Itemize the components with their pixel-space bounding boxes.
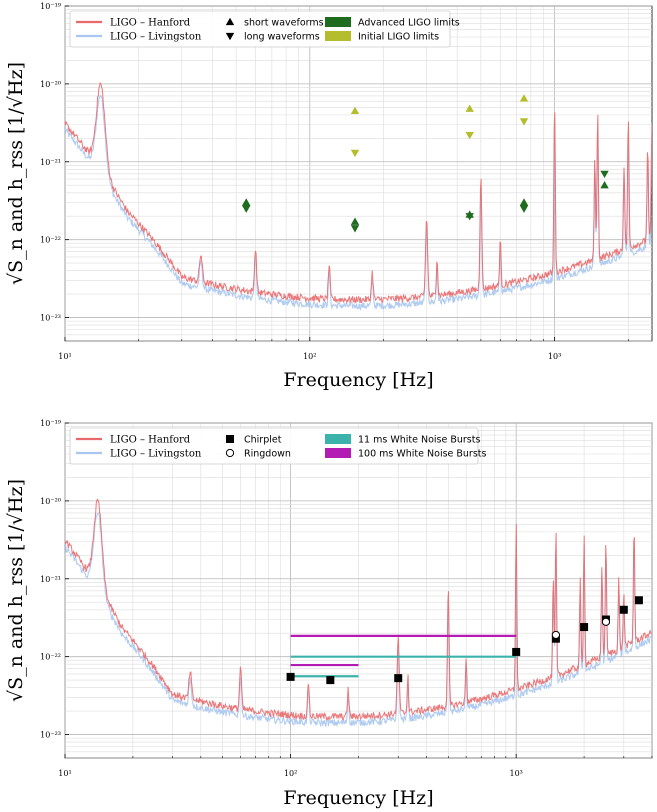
y-tick-label: 10⁻²¹ <box>40 574 61 584</box>
legend-series-label: LIGO – Livingston <box>110 448 202 460</box>
legend-color-swatch <box>325 434 351 444</box>
y-tick-label: 10⁻²⁰ <box>40 79 61 89</box>
top-panel <box>5 2 652 391</box>
legend-marker-label: Chirplet <box>244 434 282 446</box>
legend-color-swatch <box>325 31 351 41</box>
legend-marker-label: Ringdown <box>244 448 291 460</box>
x-tick-label: 10³ <box>547 352 562 361</box>
x-tick-label: 10¹ <box>58 769 72 778</box>
x-axis-label-bottom: Frequency [Hz] <box>283 787 434 809</box>
bottom-panel <box>5 419 652 809</box>
chirplet-marker <box>635 596 643 604</box>
y-axis-label-top: √S_n and h_rss [1/√Hz] <box>5 61 27 286</box>
chirplet-marker <box>394 674 402 682</box>
legend-color-swatch <box>325 448 351 458</box>
x-tick-label: 10¹ <box>58 352 72 361</box>
x-tick-label: 10² <box>303 352 317 361</box>
legend-color-swatch <box>325 17 351 27</box>
legend-series-label: LIGO – Livingston <box>110 31 202 43</box>
legend-marker-swatch <box>226 435 234 443</box>
x-tick-label: 10² <box>283 769 298 778</box>
ringdown-marker <box>602 618 609 625</box>
ringdown-marker <box>552 631 559 638</box>
y-tick-label: 10⁻¹⁹ <box>40 2 61 11</box>
y-tick-label: 10⁻¹⁹ <box>40 419 61 428</box>
y-tick-label: 10⁻²² <box>40 652 61 662</box>
y-tick-label: 10⁻²² <box>40 235 61 245</box>
chirplet-marker <box>580 623 588 631</box>
chirplet-marker <box>326 676 334 684</box>
chirplet-marker <box>287 673 295 681</box>
y-tick-label: 10⁻²³ <box>40 730 61 740</box>
x-axis-label-top: Frequency [Hz] <box>283 369 434 391</box>
y-tick-label: 10⁻²¹ <box>40 157 61 167</box>
legend-marker-swatch <box>226 449 233 456</box>
legend-series-label: LIGO – Hanford <box>110 17 191 29</box>
legend-series-label: LIGO – Hanford <box>110 434 191 446</box>
legend-marker-label: long waveforms <box>244 31 320 43</box>
y-tick-label: 10⁻²⁰ <box>40 496 61 506</box>
legend-color-label: Advanced LIGO limits <box>358 17 460 29</box>
legend-color-label: 11 ms White Noise Bursts <box>358 434 481 446</box>
y-tick-label: 10⁻²³ <box>40 313 61 323</box>
chirplet-marker <box>512 648 520 656</box>
legend-color-label: 100 ms White Noise Bursts <box>358 448 487 460</box>
plot-area-top <box>65 6 652 341</box>
x-tick-label: 10³ <box>509 769 523 778</box>
legend-color-label: Initial LIGO limits <box>358 31 440 43</box>
legend-top <box>70 11 460 47</box>
legend-marker-label: short waveforms <box>244 17 324 29</box>
legend-bottom <box>70 428 487 464</box>
chirplet-marker <box>620 606 628 614</box>
y-axis-label-bottom: √S_n and h_rss [1/√Hz] <box>5 478 27 703</box>
